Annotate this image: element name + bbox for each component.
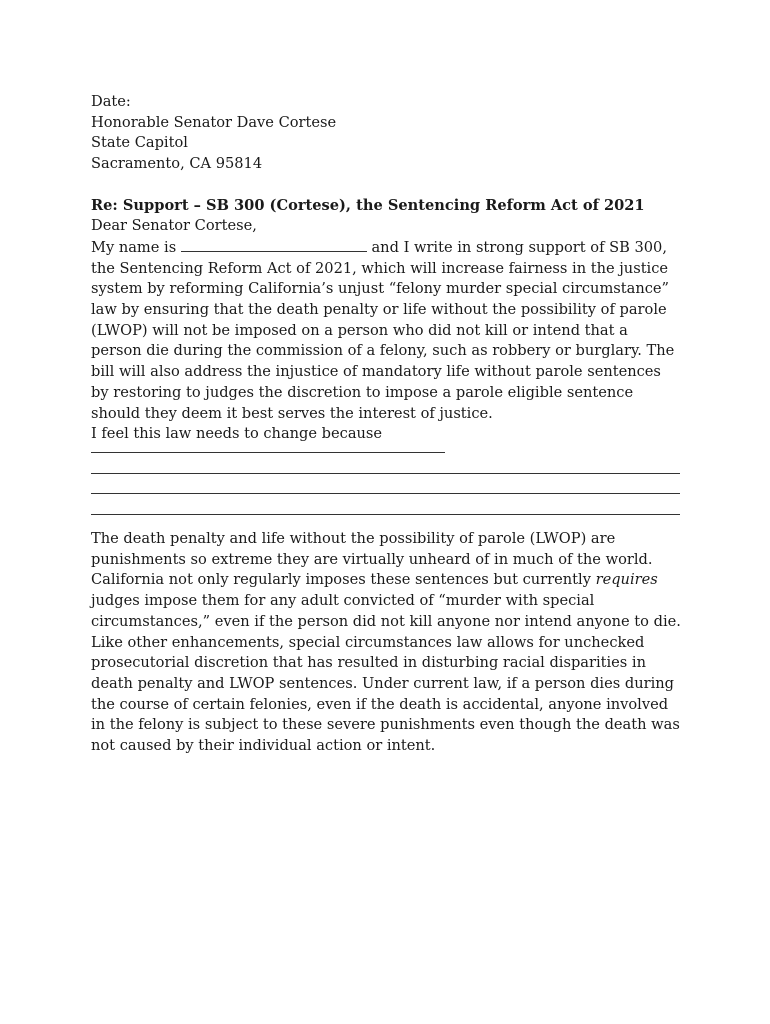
body-part-1: The death penalty and life without the possibility of parole (LWOP) are punishments so extreme they are virtually unheard of in much of the world. California not only regularly imposes these sentences but currently [91, 530, 653, 589]
intro-paragraph [91, 237, 681, 424]
reason-line-1[interactable] [91, 445, 445, 453]
reason-line-2[interactable] [91, 453, 680, 474]
salutation: Dear Senator Cortese, [91, 217, 257, 235]
reason-lines [91, 445, 681, 515]
date-label: Date: [91, 93, 131, 110]
reason-line-3[interactable] [91, 474, 680, 495]
change-prompt: I feel this law needs to change because [91, 425, 383, 443]
letter-body [91, 92, 681, 757]
body-paragraph [91, 529, 681, 757]
subject-line: Re: Support – SB 300 (Cortese), the Sentencing Reform Act of 2021 [91, 196, 645, 214]
recipient-name: Honorable Senator Dave Cortese [91, 113, 337, 131]
reason-line-4[interactable] [91, 494, 680, 515]
intro-prefix: My name is [91, 238, 177, 256]
recipient-line-2: State Capitol [91, 134, 188, 152]
recipient-address [91, 113, 681, 175]
intro-rest: and I write in strong support of SB 300, the Sentencing Reform Act of 2021, which will increase fairness in the justice system by reforming California’s unjust “felony murder special circumstance” law by ensuring that the death penalty or life without the possibility of parole (LWOP) will not be imposed on a person who did not kill or intend that a person die during the commission of a felony, such as robbery or burglary. The bill will also address the injustice of mandatory life without parole sentences by restoring to judges the discretion to impose a parole eligible sentence should they deem it best serves the interest of justice. [91, 238, 675, 422]
body-emphasis: requires [595, 571, 658, 589]
name-blank-field[interactable] [181, 237, 367, 252]
recipient-line-3: Sacramento, CA 95814 [91, 155, 263, 173]
body-part-2: judges impose them for any adult convicted of “murder with special circumstances,” even if the person did not kill anyone nor intend anyone to die. Like other enhancements, special circumstances law allows for unchecked prosecutorial discretion that has resulted in disturbing racial disparities in death penalty and LWOP sentences. Under current law, if a person dies during the course of certain felonies, even if the death is accidental, anyone involved in the felony is subject to these severe punishments even though the death was not caused by their individual action or intent. [91, 592, 681, 755]
